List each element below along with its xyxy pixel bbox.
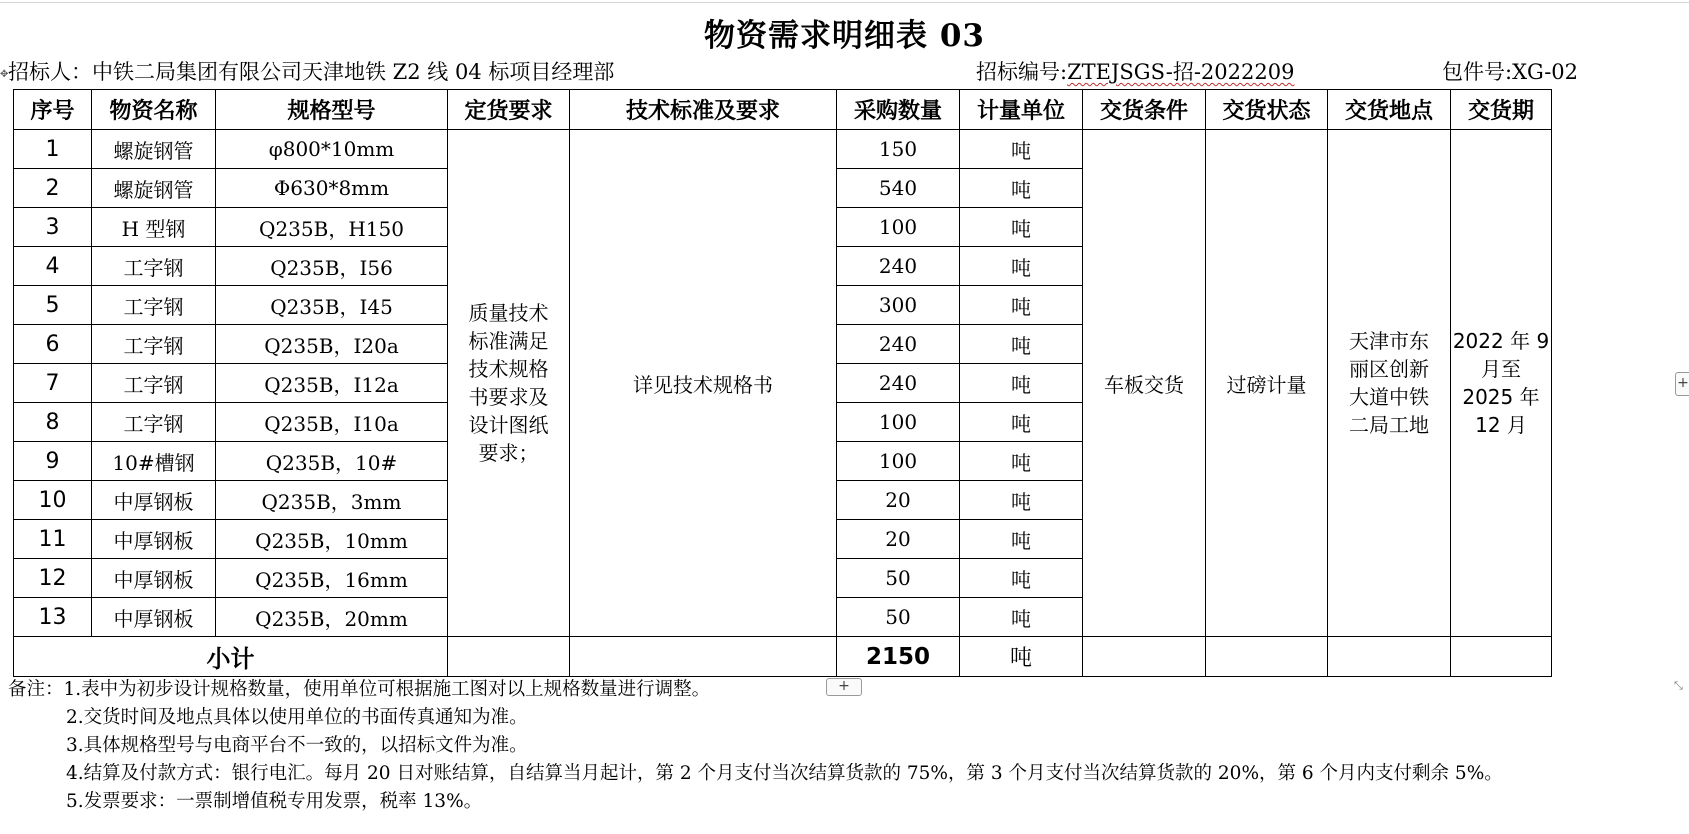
delivery-location-line: 天津市东 — [1349, 329, 1429, 353]
cell-seq: 7 — [14, 364, 92, 403]
header-order-req: 定货要求 — [448, 90, 570, 130]
subtotal-unit: 吨 — [960, 637, 1083, 677]
cell-order-requirement — [448, 130, 570, 637]
cell-spec: Q235B，10# — [216, 442, 448, 481]
header-unit: 计量单位 — [960, 90, 1083, 130]
order-requirement-line: 设计图纸 — [468, 413, 549, 437]
page-top-border — [0, 2, 1689, 3]
subtotal-label: 小计 — [14, 637, 448, 677]
cell-spec: Q235B，20mm — [216, 598, 448, 637]
cell-spec: Q235B，I12a — [216, 364, 448, 403]
cell-unit: 吨 — [960, 481, 1083, 520]
subtotal-empty-cell — [1083, 637, 1206, 677]
cell-name: 中厚钢板 — [92, 520, 216, 559]
cell-qty: 300 — [837, 286, 960, 325]
cell-name: 10#槽钢 — [92, 442, 216, 481]
cell-seq: 12 — [14, 559, 92, 598]
delivery-period-line: 2025 年 — [1462, 385, 1540, 409]
cell-name: 中厚钢板 — [92, 598, 216, 637]
cell-unit: 吨 — [960, 325, 1083, 364]
material-demand-table — [13, 89, 1552, 677]
remark-line-5: 5.发票要求：一票制增值税专用发票，税率 13%。 — [66, 791, 483, 812]
cell-qty: 50 — [837, 559, 960, 598]
bid-number-label: 招标编号: — [976, 60, 1068, 84]
cell-name: H 型钢 — [92, 208, 216, 247]
cell-seq: 6 — [14, 325, 92, 364]
cell-qty: 150 — [837, 130, 960, 169]
header-seq: 序号 — [14, 90, 92, 130]
delivery-location-line: 丽区创新 — [1349, 357, 1429, 381]
header-delivery-period: 交货期 — [1451, 90, 1552, 130]
cell-name: 工字钢 — [92, 403, 216, 442]
remark-text: 1.表中为初步设计规格数量，使用单位可根据施工图对以上规格数量进行调整。 — [63, 679, 711, 700]
subtotal-empty-cell — [1451, 637, 1552, 677]
cell-qty: 100 — [837, 403, 960, 442]
cell-unit: 吨 — [960, 247, 1083, 286]
header-tech-standard: 技术标准及要求 — [570, 90, 837, 130]
cell-spec: Q235B，I56 — [216, 247, 448, 286]
subtotal-empty-cell — [1328, 637, 1451, 677]
cell-qty: 240 — [837, 325, 960, 364]
delivery-location-line: 二局工地 — [1349, 413, 1429, 437]
remark-line-2: 2.交货时间及地点具体以使用单位的书面传真通知为准。 — [66, 707, 528, 728]
header-delivery-status: 交货状态 — [1206, 90, 1328, 130]
header-name: 物资名称 — [92, 90, 216, 130]
cell-qty: 20 — [837, 520, 960, 559]
table-move-handle-icon[interactable]: ✥ — [0, 69, 9, 80]
cell-seq: 10 — [14, 481, 92, 520]
cell-name: 工字钢 — [92, 325, 216, 364]
cell-spec: Q235B，16mm — [216, 559, 448, 598]
cell-qty: 540 — [837, 169, 960, 208]
cell-qty: 100 — [837, 208, 960, 247]
remark-line-3: 3.具体规格型号与电商平台不一致的，以招标文件为准。 — [66, 735, 528, 756]
cell-seq: 5 — [14, 286, 92, 325]
cell-spec: Q235B，I10a — [216, 403, 448, 442]
table-resize-handle-icon[interactable]: ⤡ — [1674, 679, 1683, 692]
subtotal-empty-cell — [448, 637, 570, 677]
cell-qty: 100 — [837, 442, 960, 481]
cell-qty: 240 — [837, 247, 960, 286]
delivery-location-line: 大道中铁 — [1349, 385, 1429, 409]
cell-name: 工字钢 — [92, 364, 216, 403]
cell-seq: 2 — [14, 169, 92, 208]
remark-prefix: 备注： — [8, 679, 64, 700]
page-title: 物资需求明细表 03 — [704, 18, 985, 54]
cell-qty: 50 — [837, 598, 960, 637]
package-value: XG-02 — [1512, 60, 1579, 84]
cell-seq: 8 — [14, 403, 92, 442]
header-delivery-condition: 交货条件 — [1083, 90, 1206, 130]
order-requirement-line: 要求； — [478, 441, 539, 465]
cell-seq: 3 — [14, 208, 92, 247]
cell-name: 螺旋钢管 — [92, 169, 216, 208]
cell-unit: 吨 — [960, 169, 1083, 208]
package-label: 包件号: — [1442, 60, 1513, 84]
order-requirement-line: 书要求及 — [468, 385, 549, 409]
delivery-period-line: 2022 年 9 — [1452, 329, 1550, 353]
cell-spec: Φ630*8mm — [216, 169, 448, 208]
subtotal-empty-cell — [1206, 637, 1328, 677]
header-spec: 规格型号 — [216, 90, 448, 130]
cell-spec: Q235B，3mm — [216, 481, 448, 520]
cell-seq: 13 — [14, 598, 92, 637]
cell-spec: Q235B，I45 — [216, 286, 448, 325]
remark-line-4: 4.结算及付款方式：银行电汇。每月 20 日对账结算，自结算当月起计，第 2 个月支付当次结算货款的 75%，第 3 个月支付当次结算货款的 20%，第 6 个月内支付剩余 5%。 — [66, 763, 1503, 784]
cell-name: 螺旋钢管 — [92, 130, 216, 169]
cell-unit: 吨 — [960, 130, 1083, 169]
add-row-button[interactable]: + — [826, 678, 862, 696]
cell-seq: 4 — [14, 247, 92, 286]
subtotal-qty: 2150 — [837, 637, 960, 677]
package-info — [1442, 56, 1578, 86]
order-requirement-line: 质量技术 — [468, 301, 549, 325]
table-row — [14, 130, 1552, 169]
bidder-name: 中铁二局集团有限公司天津地铁 Z2 线 04 标项目经理部 — [92, 60, 615, 84]
cell-seq: 11 — [14, 520, 92, 559]
cell-name: 工字钢 — [92, 247, 216, 286]
order-requirement-line: 标准满足 — [468, 329, 549, 353]
cell-unit: 吨 — [960, 286, 1083, 325]
delivery-period-line: 12 月 — [1475, 413, 1527, 437]
cell-spec: Q235B，10mm — [216, 520, 448, 559]
bid-number-info — [976, 56, 1294, 86]
remarks — [8, 676, 1503, 816]
cell-qty: 20 — [837, 481, 960, 520]
cell-name: 工字钢 — [92, 286, 216, 325]
bid-number-value: ZTEJSGS-招-2022209 — [1067, 60, 1295, 84]
cell-qty: 240 — [837, 364, 960, 403]
cell-unit: 吨 — [960, 208, 1083, 247]
cell-spec: Q235B，I20a — [216, 325, 448, 364]
cell-unit: 吨 — [960, 520, 1083, 559]
header-delivery-location: 交货地点 — [1328, 90, 1451, 130]
cell-seq: 9 — [14, 442, 92, 481]
cell-delivery-status: 过磅计量 — [1206, 130, 1328, 637]
cell-spec: φ800*10mm — [216, 130, 448, 169]
cell-seq: 1 — [14, 130, 92, 169]
order-requirement-line: 技术规格 — [468, 357, 549, 381]
subtotal-row — [14, 637, 1552, 677]
cell-delivery-location — [1328, 130, 1451, 637]
add-column-button[interactable]: + — [1675, 372, 1689, 396]
cell-name: 中厚钢板 — [92, 481, 216, 520]
remark-line-1 — [8, 676, 1503, 704]
cell-name: 中厚钢板 — [92, 559, 216, 598]
cell-unit: 吨 — [960, 598, 1083, 637]
cell-delivery-condition: 车板交货 — [1083, 130, 1206, 637]
header-qty: 采购数量 — [837, 90, 960, 130]
cell-unit: 吨 — [960, 403, 1083, 442]
delivery-period-line: 月至 — [1481, 357, 1521, 381]
cell-spec: Q235B，H150 — [216, 208, 448, 247]
table-header-row — [14, 90, 1552, 130]
cell-unit: 吨 — [960, 559, 1083, 598]
cell-delivery-period — [1451, 130, 1552, 637]
bidder-label: 招标人： — [8, 60, 92, 84]
cell-unit: 吨 — [960, 442, 1083, 481]
bidder-info — [8, 56, 614, 86]
subtotal-empty-cell — [570, 637, 837, 677]
cell-tech-standard: 详见技术规格书 — [570, 130, 837, 637]
cell-unit: 吨 — [960, 364, 1083, 403]
